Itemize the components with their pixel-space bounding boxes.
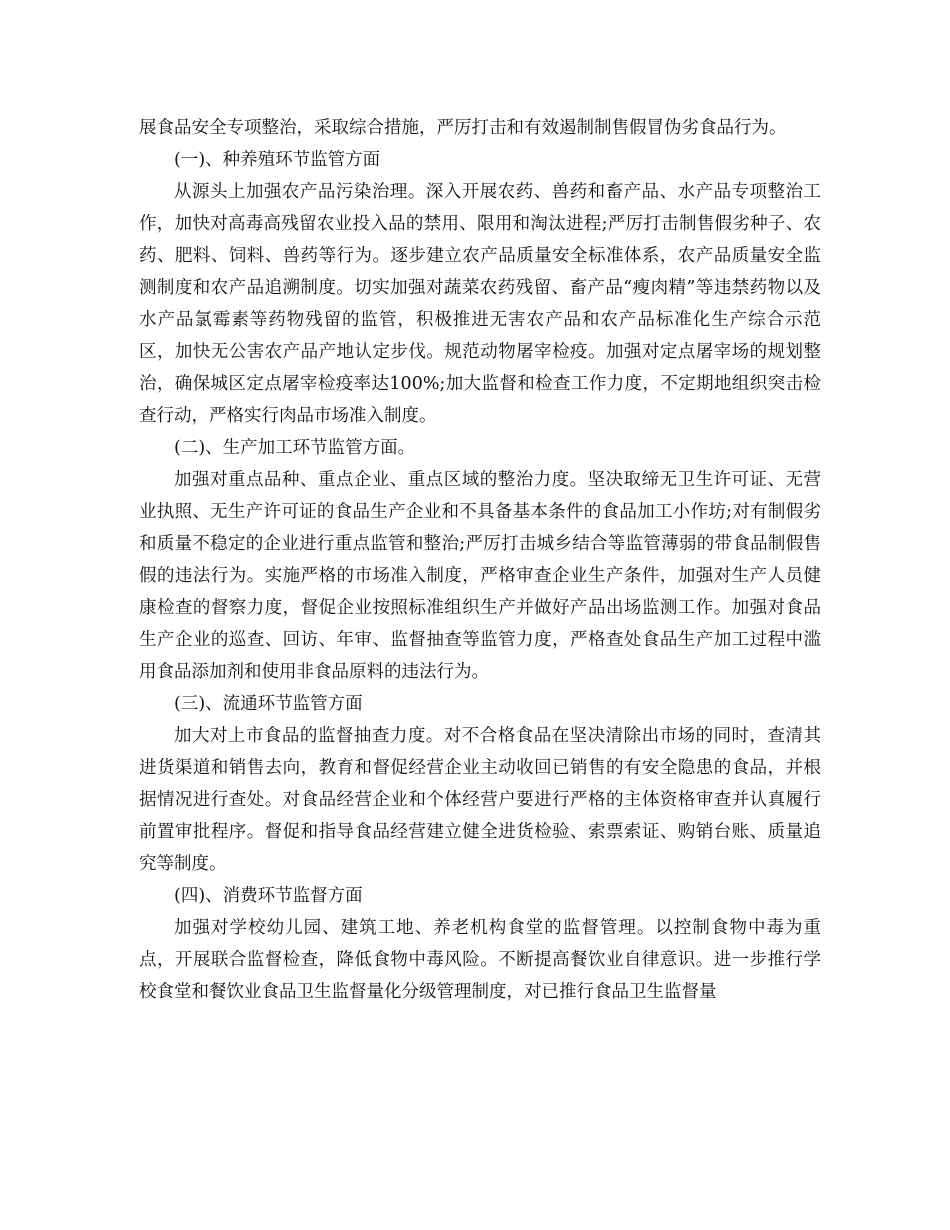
section-heading-1: (一)、种养殖环节监管方面 (174, 150, 381, 170)
document-body (139, 112, 821, 1008)
section-heading-3: (三)、流通环节监管方面 (174, 694, 363, 714)
paragraph-section-3: 加大对上市食品的监督抽查力度。对不合格食品在坚决清除出市场的同时，查清其进货渠道和销售去向，教育和督促经营企业主动收回已销售的有安全隐患的食品，并根据情况进行查处。对食品经营企业和个体经营户要进行严格的主体资格审查并认真履行前置审批程序。督促和指导食品经营建立健全进货检验、索票索证、购销台账、质量追究等制度。 (139, 726, 821, 874)
paragraph-section-4: 加强对学校幼儿园、建筑工地、养老机构食堂的监督管理。以控制食物中毒为重点，开展联合监督检查，降低食物中毒风险。不断提高餐饮业自律意识。进一步推行学校食堂和餐饮业食品卫生监督量化分级管理制度，对已推行食品卫生监督量 (139, 918, 821, 1002)
paragraph-section-1: 从源头上加强农产品污染治理。深入开展农药、兽药和畜产品、水产品专项整治工作，加快对高毒高残留农业投入品的禁用、限用和淘汰进程;严厉打击制售假劣种子、农药、肥料、饲料、兽药等行为。逐步建立农产品质量安全标准体系，农产品质量安全监测制度和农产品追溯制度。切实加强对蔬菜农药残留、畜产品“瘦肉精”等违禁药物以及水产品氯霉素等药物残留的监管，积极推进无害农产品和农产品标准化生产综合示范区，加快无公害农产品产地认定步伐。规范动物屠宰检疫。加强对定点屠宰场的规划整治，确保城区定点屠宰检疫率达100%;加大监督和检查工作力度，不定期地组织突击检查行动，严格实行肉品市场准入制度。 (139, 182, 821, 426)
section-heading-4: (四)、消费环节监督方面 (174, 886, 363, 906)
paragraph-section-2: 加强对重点品种、重点企业、重点区域的整治力度。坚决取缔无卫生许可证、无营业执照、无生产许可证的食品生产企业和不具备基本条件的食品加工小作坊;对有制假劣和质量不稳定的企业进行重点监管和整治;严厉打击城乡结合等监管薄弱的带食品制假售假的违法行为。实施严格的市场准入制度，严格审查企业生产条件，加强对生产人员健康检查的督察力度，督促企业按照标准组织生产并做好产品出场监测工作。加强对食品生产企业的巡查、回访、年审、监督抽查等监管力度，严格查处食品生产加工过程中滥用食品添加剂和使用非食品原料的违法行为。 (139, 470, 821, 682)
paragraph-continuation: 展食品安全专项整治，采取综合措施，严厉打击和有效遏制制售假冒伪劣食品行为。 (139, 118, 787, 138)
section-heading-2: (二)、生产加工环节监管方面。 (174, 438, 416, 458)
